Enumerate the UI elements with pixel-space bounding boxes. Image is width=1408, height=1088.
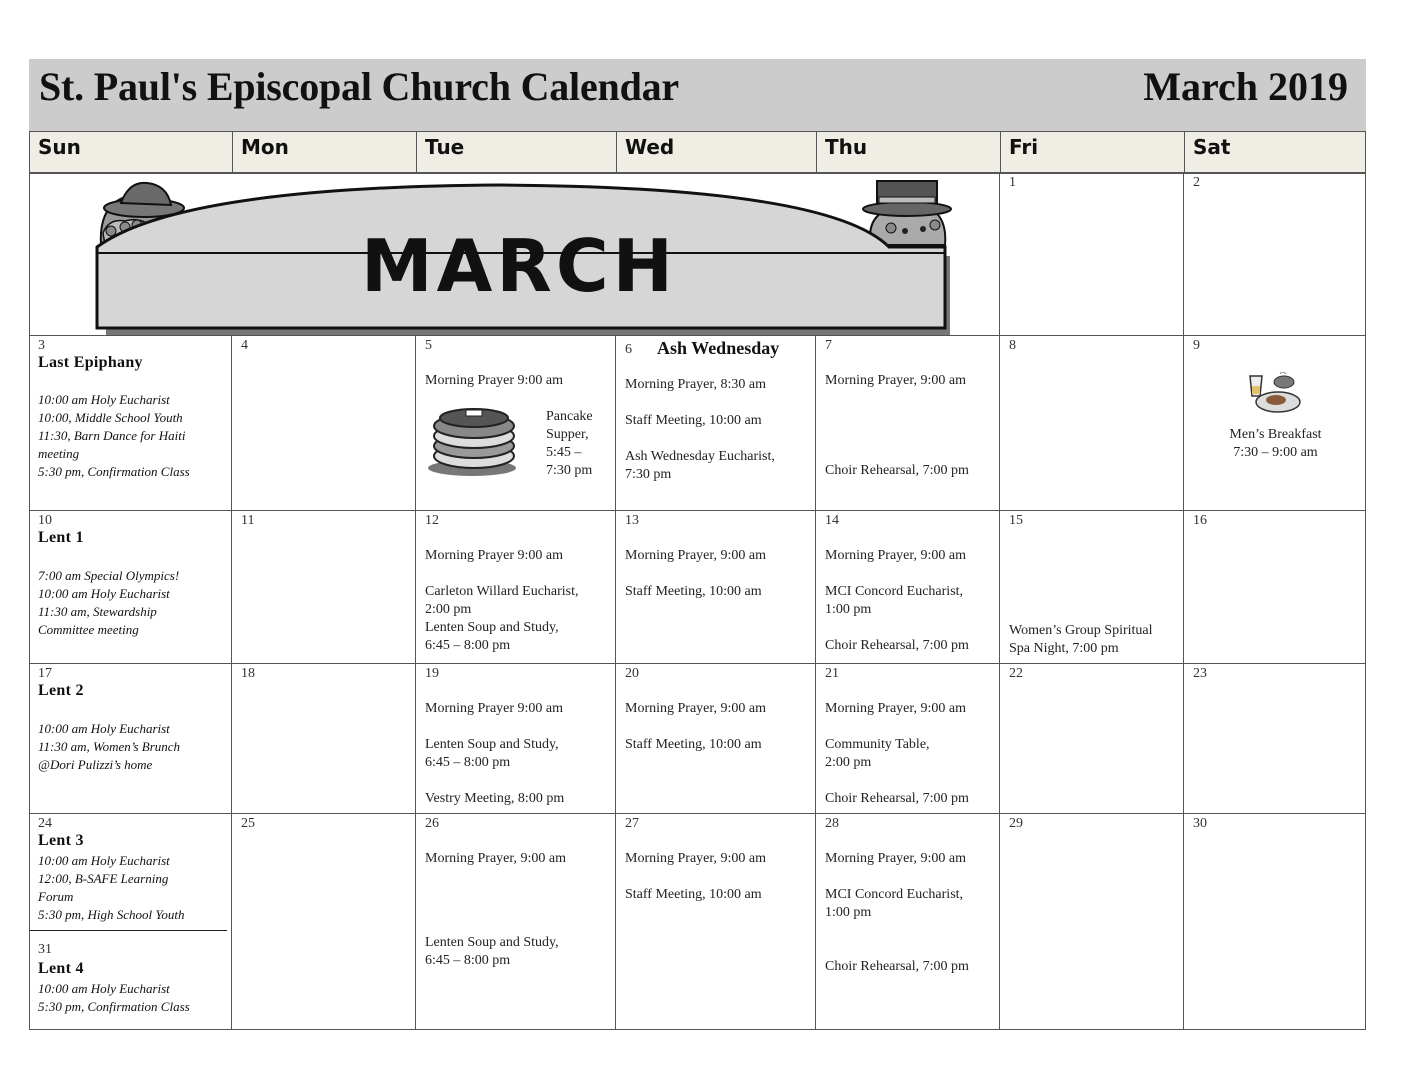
day-cell	[1183, 663, 1366, 813]
day-cell	[815, 335, 999, 510]
month-label: March 2019	[1143, 64, 1348, 109]
day-cell-sun	[29, 813, 231, 1030]
march-banner-cell	[29, 173, 999, 335]
day-number: 2	[1193, 175, 1200, 190]
event-list: Morning Prayer, 9:00 am MCI Concord Eucharist, 1:00 pm Choir Rehearsal, 7:00 pm	[825, 548, 969, 653]
day-cell-sun	[29, 510, 231, 663]
day-cell	[415, 335, 615, 510]
day-number: 3	[38, 338, 45, 353]
event-list: Morning Prayer, 8:30 am Staff Meeting, 10:00 am Ash Wednesday Eucharist, 7:30 pm	[625, 377, 775, 482]
event: Choir Rehearsal, 7:00 pm	[825, 463, 969, 478]
day-cell	[1183, 335, 1366, 510]
calendar-title: St. Paul's Episcopal Church Calendar	[39, 64, 679, 109]
day-cell	[231, 813, 415, 1030]
day-cell	[999, 813, 1183, 1030]
sunday-events: 10:00 am Holy Eucharist 5:30 pm, Confirmation Class	[38, 981, 190, 1014]
day-number: 19	[425, 666, 439, 681]
day-cell	[815, 813, 999, 1030]
day-cell	[415, 510, 615, 663]
day-cell	[415, 813, 615, 1030]
event-list: Morning Prayer, 9:00 am Staff Meeting, 10:00 am	[625, 851, 766, 902]
event: Morning Prayer, 9:00 am	[825, 373, 966, 388]
sunday-events: 10:00 am Holy Eucharist 10:00, Middle School Youth 11:30, Barn Dance for Haiti meeting 5:30 pm, Confirmation Class	[38, 392, 190, 479]
day-cell	[815, 510, 999, 663]
day-number: 25	[241, 816, 255, 831]
day-number: 29	[1009, 816, 1023, 831]
day-cell-sun	[29, 663, 231, 813]
day-number: 27	[625, 816, 639, 831]
day-number: 8	[1009, 338, 1016, 353]
day-cell	[231, 510, 415, 663]
ash-wednesday-title: Ash Wednesday	[657, 338, 780, 358]
day-fri: Fri	[1000, 132, 1184, 172]
day-number: 21	[825, 666, 839, 681]
day-cell	[615, 663, 815, 813]
day-number: 20	[625, 666, 639, 681]
day-cell	[999, 510, 1183, 663]
day-tue: Tue	[416, 132, 616, 172]
day-cell	[231, 663, 415, 813]
day-cell	[815, 663, 999, 813]
day-cell-sun	[29, 335, 231, 510]
day-number: 7	[825, 338, 832, 353]
day-cell	[1183, 510, 1366, 663]
banner-title: MARCH	[361, 224, 677, 308]
day-number: 6	[625, 342, 632, 357]
pancake-supper-event: Pancake Supper, 5:45 – 7:30 pm	[546, 409, 593, 478]
day-cell	[999, 663, 1183, 813]
breakfast-icon	[1244, 372, 1304, 418]
day-cell	[615, 335, 815, 510]
march-banner-image	[29, 173, 999, 335]
day-number: 11	[241, 513, 255, 528]
day-number: 22	[1009, 666, 1023, 681]
day-number: 12	[425, 513, 439, 528]
day-cell	[615, 510, 815, 663]
day-number: 9	[1193, 338, 1200, 353]
day-number: 26	[425, 816, 439, 831]
event-list: Women’s Group Spiritual Spa Night, 7:00 pm	[1009, 623, 1153, 656]
liturgical-week: Lent 4	[38, 960, 84, 977]
divider	[29, 930, 227, 931]
day-thu: Thu	[816, 132, 1000, 172]
pancake-icon	[424, 404, 524, 480]
day-sun: Sun	[38, 135, 81, 159]
day-number: 18	[241, 666, 255, 681]
day-cell	[415, 663, 615, 813]
liturgical-week: Lent 1	[38, 529, 84, 546]
weekday-header	[29, 131, 1366, 173]
title-bar	[29, 59, 1366, 131]
calendar-grid	[29, 173, 1366, 1030]
day-number: 16	[1193, 513, 1207, 528]
event-list: Morning Prayer, 9:00 am Staff Meeting, 10:00 am	[625, 548, 766, 599]
day-cell	[999, 173, 1183, 335]
day-number: 4	[241, 338, 248, 353]
day-number: 23	[1193, 666, 1207, 681]
event: Morning Prayer, 9:00 am	[425, 851, 566, 866]
sunday-events: 10:00 am Holy Eucharist 11:30 am, Women’s Brunch @Dori Pulizzi’s home	[38, 721, 181, 772]
day-number: 17	[38, 666, 52, 681]
day-number: 15	[1009, 513, 1023, 528]
liturgical-week: Lent 2	[38, 682, 84, 699]
event: Morning Prayer 9:00 am	[425, 373, 564, 388]
event-list: Morning Prayer, 9:00 am Staff Meeting, 10:00 am	[625, 701, 766, 752]
sunday-events: 10:00 am Holy Eucharist 12:00, B-SAFE Learning Forum 5:30 pm, High School Youth	[38, 853, 185, 922]
day-number: 13	[625, 513, 639, 528]
mens-breakfast-event: Men’s Breakfast 7:30 – 9:00 am	[1229, 427, 1322, 460]
day-sat: Sat	[1184, 132, 1367, 172]
day-number: 24	[38, 816, 52, 831]
liturgical-week: Lent 3	[38, 832, 84, 849]
event-list: Morning Prayer 9:00 am Lenten Soup and Study, 6:45 – 8:00 pm Vestry Meeting, 8:00 pm	[425, 701, 565, 806]
day-mon: Mon	[232, 132, 416, 172]
event-list: Morning Prayer, 9:00 am MCI Concord Eucharist, 1:00 pm Choir Rehearsal, 7:00 pm	[825, 851, 969, 974]
day-number: 10	[38, 513, 52, 528]
event-list: Morning Prayer 9:00 am Carleton Willard Eucharist, 2:00 pm Lenten Soup and Study, 6:45 – 8:00 pm	[425, 548, 579, 653]
day-number: 14	[825, 513, 839, 528]
day-cell	[1183, 173, 1366, 335]
day-cell	[231, 335, 415, 510]
sunday-events: 7:00 am Special Olympics! 10:00 am Holy Eucharist 11:30 am, Stewardship Committee meeting	[38, 568, 180, 637]
day-cell	[615, 813, 815, 1030]
day-cell	[999, 335, 1183, 510]
liturgical-week: Last Epiphany	[38, 354, 143, 371]
day-number: 1	[1009, 175, 1016, 190]
event-list: Morning Prayer, 9:00 am Community Table, 2:00 pm Choir Rehearsal, 7:00 pm	[825, 701, 969, 806]
day-wed: Wed	[616, 132, 816, 172]
day-number: 28	[825, 816, 839, 831]
day-number: 5	[425, 338, 432, 353]
day-cell	[1183, 813, 1366, 1030]
day-number: 31	[38, 942, 52, 957]
event-list: Lenten Soup and Study, 6:45 – 8:00 pm	[425, 935, 559, 968]
day-number: 30	[1193, 816, 1207, 831]
